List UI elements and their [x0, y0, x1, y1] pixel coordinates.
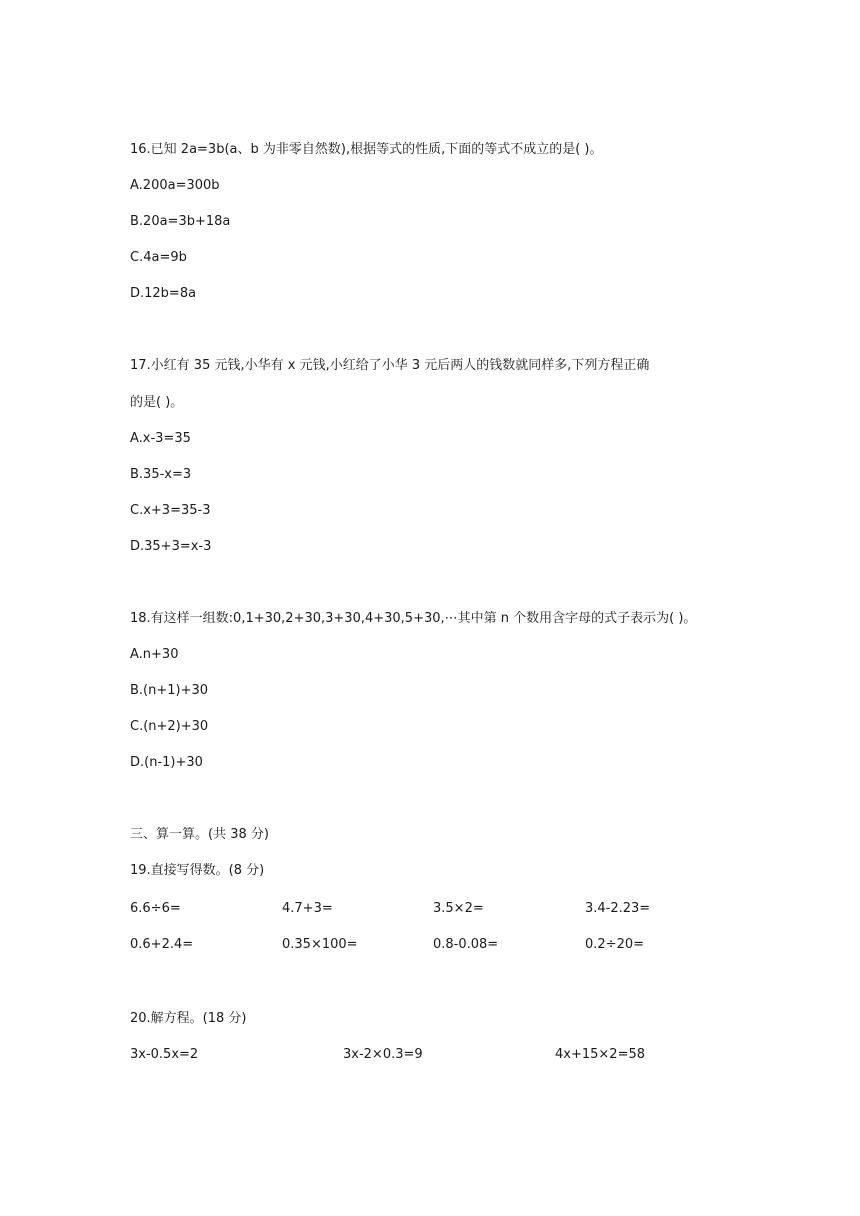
question-17-stem-line2: 的是( )。	[130, 395, 184, 410]
question-18-option-b: B.(n+1)+30	[130, 683, 209, 698]
question-16-option-c: C.4a=9b	[130, 250, 187, 265]
question-16-option-d: D.12b=8a	[130, 286, 197, 301]
calc-item: 3.5×2=	[433, 901, 484, 916]
calc-item: 0.6+2.4=	[130, 937, 194, 952]
question-17-stem-line1: 17.小红有 35 元钱,小华有 x 元钱,小红给了小华 3 元后两人的钱数就同样多,下列方程正确	[130, 358, 650, 373]
calc-item: 0.8-0.08=	[433, 937, 499, 952]
equation-item: 3x-2×0.3=9	[343, 1047, 423, 1062]
question-18-option-a: A.n+30	[130, 647, 179, 662]
calc-item: 3.4-2.23=	[585, 901, 651, 916]
question-17-option-d: D.35+3=x-3	[130, 539, 212, 554]
question-16-option-b: B.20a=3b+18a	[130, 214, 231, 229]
question-17-option-c: C.x+3=35-3	[130, 503, 211, 518]
question-20-stem: 20.解方程。(18 分)	[130, 1011, 247, 1026]
section-3-heading: 三、算一算。(共 38 分)	[130, 827, 269, 842]
calc-item: 4.7+3=	[282, 901, 333, 916]
question-17-option-b: B.35-x=3	[130, 467, 192, 482]
equation-item: 4x+15×2=58	[555, 1047, 645, 1062]
question-18-stem: 18.有这样一组数:0,1+30,2+30,3+30,4+30,5+30,⋯其中第 n 个数用含字母的式子表示为( )。	[130, 611, 697, 626]
question-16-option-a: A.200a=300b	[130, 178, 220, 193]
question-18-option-d: D.(n-1)+30	[130, 755, 203, 770]
calc-item: 0.35×100=	[282, 937, 358, 952]
question-19-stem: 19.直接写得数。(8 分)	[130, 863, 265, 878]
equation-item: 3x-0.5x=2	[130, 1047, 199, 1062]
question-18-option-c: C.(n+2)+30	[130, 719, 209, 734]
calc-item: 6.6÷6=	[130, 901, 181, 916]
question-16-stem: 16.已知 2a=3b(a、b 为非零自然数),根据等式的性质,下面的等式不成立的是( )。	[130, 142, 603, 157]
calc-item: 0.2÷20=	[585, 937, 645, 952]
question-17-option-a: A.x-3=35	[130, 431, 191, 446]
